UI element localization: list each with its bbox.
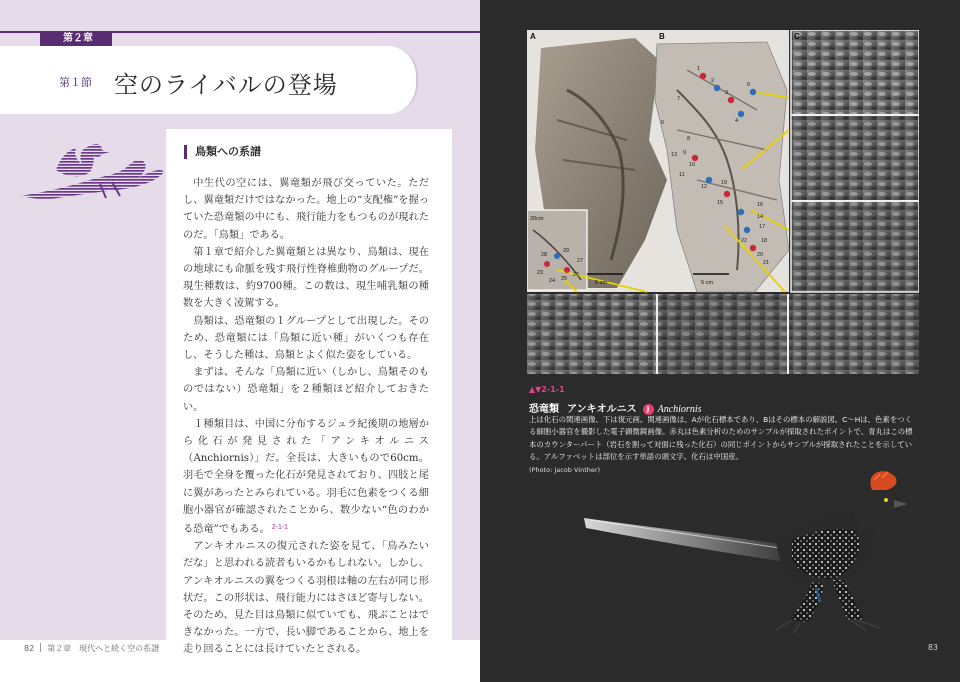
subheading: 鳥類への系譜 <box>184 145 261 159</box>
sem-panels-right <box>791 30 919 292</box>
figure-id: ▲▼2-1-1 <box>529 385 565 394</box>
marker-number: 10 <box>689 162 696 168</box>
marker-number: 1 <box>697 66 701 72</box>
marker-number: 14 <box>757 214 764 220</box>
paragraph-3: 鳥類は、恐竜類の１グループとして出現した。そのため、恐竜類には「鳥類に近い種」がいくつも存在し、そうした種は、鳥類とよく似た姿をしている。 <box>183 315 429 362</box>
photo-credit: (Photo: Jacob Vinther) <box>529 466 601 474</box>
marker-number: 12 <box>701 184 708 190</box>
marker-number: 26 <box>573 272 580 278</box>
section-number: 第１節 <box>59 76 92 89</box>
body-text <box>183 175 429 659</box>
marker-number: 5 <box>747 82 751 88</box>
panel-label-a: A <box>530 32 536 41</box>
scale-label-a: 5 cm <box>595 280 607 286</box>
marker-number: 7 <box>677 96 681 102</box>
paragraph-2: 第１章で紹介した翼竜類とは異なり、鳥類は、現在の地球にも命脈を残す飛行性脊椎動物のグループだ。現生種数は、約9700種。この数は、現生哺乳類の種数を大きく凌駕する。 <box>183 246 429 310</box>
marker-number: 19 <box>721 180 728 186</box>
marker-number: 6 <box>661 120 665 126</box>
footer-left <box>24 643 159 654</box>
marker-number: 4 <box>735 118 739 124</box>
caption-body: 上は化石の関連画像、下は復元画。関連画像は、Aが化石標本であり、Bはその標本の解説図。C～Hは、色素をつくる細胞小器官を撮影した電子顕微鏡画像。赤丸は色素分析のためのサンプルが採取されたポイントで、青丸はこの標本のカウンターパート（岩石を割って対面に残った化石）の同じポイントからサンプルが採取されたことを示している。アルファベットは部位を示す単語の頭文字。化石は中国産。 <box>529 415 913 461</box>
fossil-figure <box>527 30 919 374</box>
figure-reference[interactable]: 2-1-1 <box>271 524 289 532</box>
marker-number: 3 <box>725 90 729 96</box>
anchiornis-reconstruction-illustration <box>580 470 950 640</box>
marker-number: 28 <box>541 252 548 258</box>
marker-number: 20 <box>757 252 764 258</box>
anchiornis-silhouette-icon <box>16 140 166 202</box>
paragraph-5-wrap <box>183 416 429 538</box>
paragraph-5: １種類目は、中国に分布するジュラ紀後期の地層から化石が発見された「アンキオルニス（Anchiornis）」だ。全長は、大きいもので60cm。羽毛で全身を覆った化石が発見されており、四肢と尾に翼があったとみられている。羽毛に色素をつくる細胞小器官が確認されたことから、数少ない“色のわかる恐竜”でもある。 <box>183 418 429 536</box>
paragraph-1: 中生代の空には、翼竜類が飛び交っていた。ただし、翼竜類だけではなかった。地上の“支配権”を握っていた恐竜類の中にも、飛行能力をもつものが現れたのだ。「鳥類」である。 <box>183 178 429 241</box>
page-number-right: 83 <box>927 643 938 652</box>
marker-number: 27 <box>577 258 584 264</box>
right-page <box>480 0 960 682</box>
marker-number: 22 <box>741 238 748 244</box>
panel-label-c: C <box>794 32 800 41</box>
panel-inset <box>527 210 587 290</box>
panel-label-b: B <box>659 32 665 41</box>
footer-chapter: 第２章 現代へと続く空の系譜 <box>47 644 160 653</box>
scale-label-b: 5 cm <box>701 280 713 286</box>
marker-number: 15 <box>717 200 724 206</box>
marker-number: 8 <box>687 136 691 142</box>
j-circle-icon: J <box>643 404 654 415</box>
marker-number: 24 <box>549 278 556 284</box>
marker-number: 2 <box>711 78 715 84</box>
marker-number: 23 <box>537 270 544 276</box>
marker-number: 25 <box>561 276 568 282</box>
sem-panels-bottom <box>527 294 919 374</box>
scale-label-inset: 20cm <box>530 216 544 222</box>
caption-name: アンキオルニス <box>567 404 637 415</box>
marker-number: 13 <box>671 152 678 158</box>
marker-number: 29 <box>563 248 570 254</box>
marker-number: 17 <box>759 224 766 230</box>
page-number-left: 82 <box>24 644 35 653</box>
caption-group: 恐竜類 <box>529 404 559 415</box>
marker-number: 9 <box>683 150 687 156</box>
marker-number: 18 <box>761 238 768 244</box>
page-title: 空のライバルの登場 <box>114 71 338 99</box>
caption-title <box>529 400 702 415</box>
paragraph-4: まずは、そんな「鳥類に近い（しかし、鳥類そのものではない）恐竜類」を２種類ほど紹介しておきたい。 <box>183 367 429 413</box>
marker-number: 16 <box>757 202 764 208</box>
caption-scientific-name: Anchiornis <box>657 404 702 415</box>
footer-divider <box>40 643 41 652</box>
marker-number: 21 <box>763 260 770 266</box>
marker-number: 11 <box>679 172 685 178</box>
chapter-tab: 第２章 <box>40 32 112 46</box>
paragraph-6: アンキオルニスの復元された姿を見て、「鳥みたいだな」と思われる読者もいるかもしれない。しかし、アンキオルニスの翼をつくる羽根は軸の左右が同じ形状だ。この形状は、飛行能力にはさほど寄与しない。そのため、見た目は鳥類に似ていても、飛ぶことはできなかった。一方で、長い脚であることから、地上を走り回ることには長けていたとされる。 <box>183 541 429 656</box>
